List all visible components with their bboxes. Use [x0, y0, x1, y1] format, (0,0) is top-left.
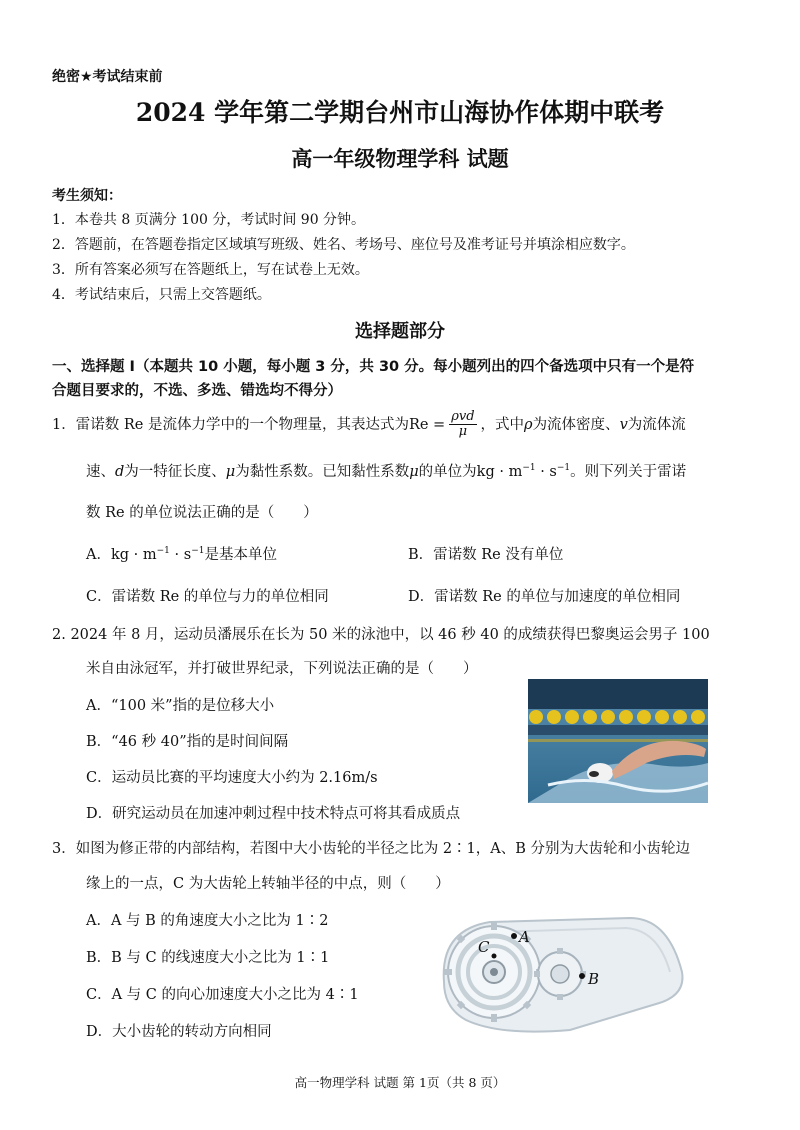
question-2-option-c: C．运动员比赛的平均速度大小约为 2.16m/s	[86, 770, 378, 786]
exam-subtitle: 高一年级物理学科 试题	[291, 146, 509, 171]
exam-title: 2024 学年第二学期台州市山海协作体期中联考	[135, 98, 665, 127]
question-3-option-a: A．A 与 B 的角速度大小之比为 1∶2	[86, 913, 329, 929]
point-c-label: C	[478, 938, 490, 956]
notice-heading: 考生须知：	[52, 188, 122, 204]
section-title: 选择题部分	[355, 321, 445, 342]
question-1-option-a: A．kg · $m^{-1} \cdot s^{-1}$是基本单位	[86, 546, 277, 563]
question-2-line-1: 2. 2024 年 8 月，运动员潘展乐在长为 50 米的泳池中，以 46 秒 40 的成绩获得巴黎奥运会男子 100	[52, 627, 710, 643]
viscosity-unit: kg · $m^{-1} \cdot s^{-1}$	[476, 463, 571, 480]
question-1-line-1: 1．雷诺数 Re 是流体力学中的一个物理量，其表达式为Re = $\frac{\text{ρvd}}{\mu}$ ，式中ρ为流体密度、v为流体流	[52, 409, 686, 440]
reynolds-formula: $\frac{\text{ρvd}}{\mu}$	[451, 409, 475, 440]
question-3-line-1: 3．如图为修正带的内部结构，若图中大小齿轮的半径之比为 2∶1，A、B 分别为大齿轮和小齿轮边	[52, 841, 691, 857]
question-2-option-a: A．“100 米”指的是位移大小	[86, 698, 275, 714]
question-1-line-2: 速、d为一特征长度、μ为黏性系数。已知黏性系数μ的单位为kg · $m^{-1} \cdot s^{-1}$。则下列关于雷诺	[86, 463, 687, 480]
question-2-line-2: 米自由泳冠军，并打破世界纪录，下列说法正确的是（ ）	[86, 661, 478, 677]
point-b-label: B	[588, 970, 600, 988]
notice-item: 2．答题前，在答题卷指定区域填写班级、姓名、考场号、座位号及准考证号并填涂相应数字。	[52, 237, 635, 253]
question-2-option-d: D．研究运动员在加速冲刺过程中技术特点可将其看成质点	[86, 806, 461, 822]
page-footer: 高一物理学科 试题 第 1页（共 8 页）	[294, 1075, 506, 1090]
swimmer-photo	[528, 679, 708, 803]
question-1-line-3: 数 Re 的单位说法正确的是（ ）	[86, 505, 318, 521]
question-3-line-2: 缘上的一点，C 为大齿轮上转轴半径的中点，则（ ）	[86, 876, 450, 892]
formula-lhs: Re =	[408, 416, 446, 433]
point-a-label: A	[519, 928, 530, 946]
question-3-option-c: C．A 与 C 的向心加速度大小之比为 4∶1	[86, 987, 359, 1003]
notice-item: 4．考试结束后，只需上交答题纸。	[52, 287, 271, 303]
question-1-option-c: C．雷诺数 Re 的单位与力的单位相同	[86, 589, 329, 605]
question-2-option-b: B．“46 秒 40”指的是时间间隔	[86, 734, 289, 750]
question-1-option-d: D．雷诺数 Re 的单位与加速度的单位相同	[408, 589, 681, 605]
section-instruction: 合题目要求的，不选、多选、错选均不得分）	[52, 383, 342, 399]
confidential-mark: 绝密★考试结束前	[52, 69, 163, 85]
correction-tape-diagram	[430, 912, 686, 1037]
section-instruction: 一、选择题 I（本题共 10 小题，每小题 3 分，共 30 分。每小题列出的四个备选项中只有一个是符	[52, 359, 695, 375]
notice-item: 3．所有答案必须写在答题纸上，写在试卷上无效。	[52, 262, 369, 278]
notice-item: 1．本卷共 8 页满分 100 分，考试时间 90 分钟。	[52, 212, 366, 228]
question-3-option-b: B．B 与 C 的线速度大小之比为 1∶1	[86, 950, 330, 966]
question-1-option-b: B．雷诺数 Re 没有单位	[408, 547, 564, 563]
question-3-option-d: D．大小齿轮的转动方向相同	[86, 1024, 272, 1040]
